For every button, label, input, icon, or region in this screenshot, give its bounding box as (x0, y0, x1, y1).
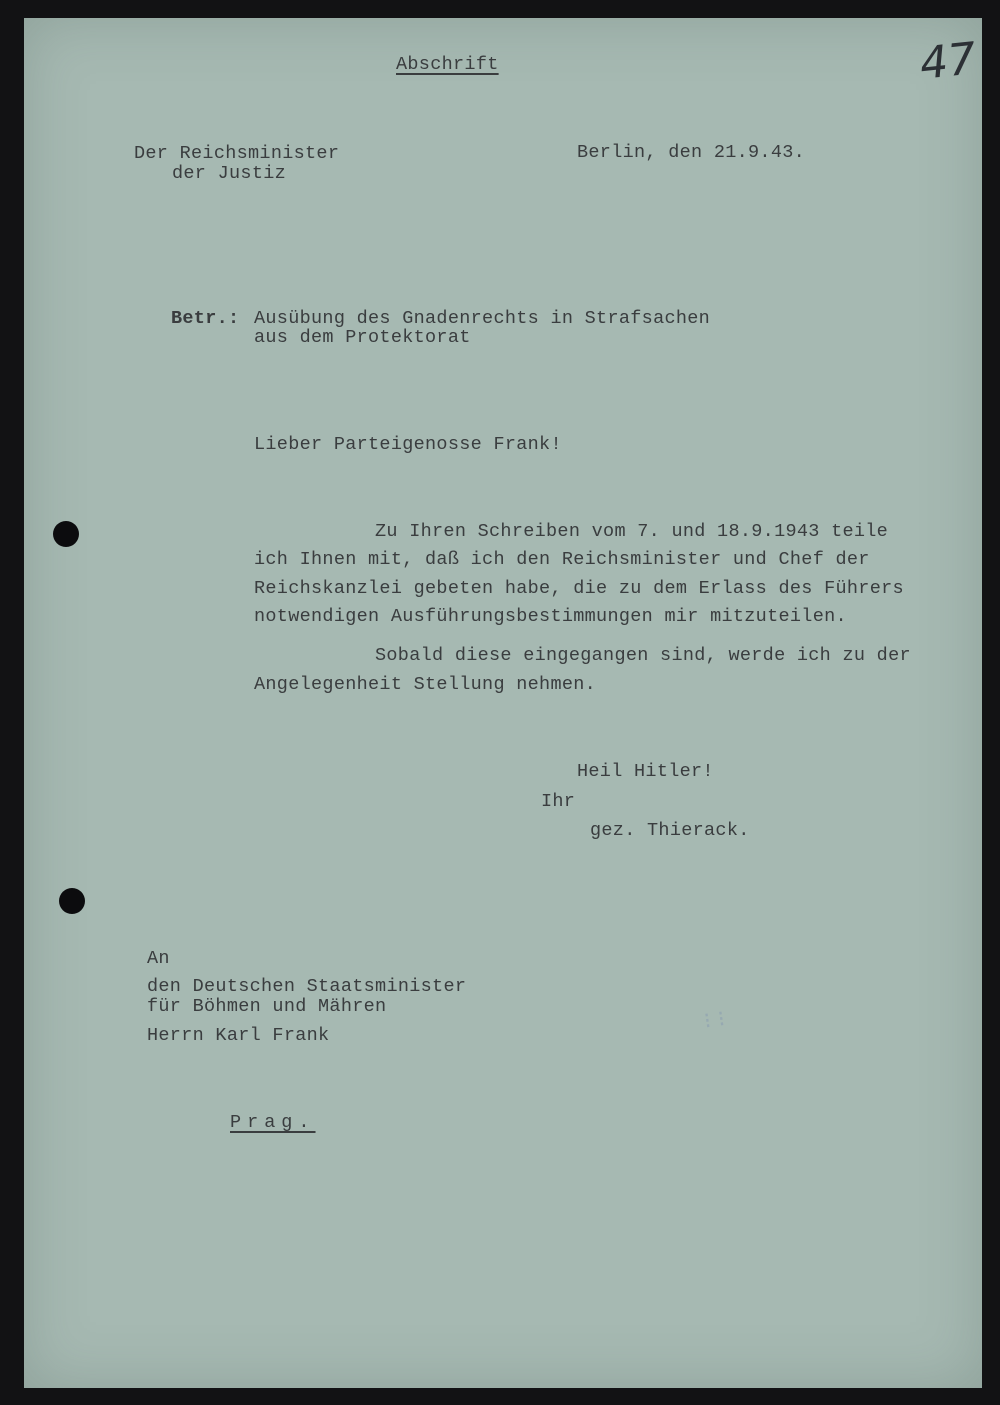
punch-hole (53, 521, 79, 547)
signature-line: gez. Thierack. (590, 820, 750, 841)
folio-number: 47 (917, 33, 979, 90)
document-page (24, 18, 982, 1388)
recipient-line-1: den Deutschen Staatsminister (147, 976, 467, 997)
recipient-city: Prag. (230, 1112, 316, 1133)
sender-line-2: der Justiz (172, 163, 287, 184)
body-line: ich Ihnen mit, daß ich den Reichsminister und Chef der (254, 549, 870, 570)
document-heading: Abschrift (396, 54, 499, 75)
salutation: Lieber Parteigenosse Frank! (254, 434, 562, 455)
body-line: Reichskanzlei gebeten habe, die zu dem Erlass des Führers (254, 578, 904, 599)
body-line: notwendigen Ausführungsbestimmungen mir mitzuteilen. (254, 606, 847, 627)
sender-line-1: Der Reichsminister (134, 143, 340, 164)
faint-stamp-mark: ⁝ ⁝ (702, 1006, 727, 1035)
subject-line-1: Ausübung des Gnadenrechts in Strafsachen (254, 308, 711, 329)
closing-greeting: Heil Hitler! (577, 761, 714, 782)
recipient-prefix: An (147, 948, 170, 969)
body-line: Angelegenheit Stellung nehmen. (254, 674, 597, 695)
recipient-line-2: für Böhmen und Mähren (147, 996, 387, 1017)
body-line: Zu Ihren Schreiben vom 7. und 18.9.1943 teile (375, 521, 889, 542)
subject-label: Betr.: (171, 308, 240, 329)
subject-line-2: aus dem Protektorat (254, 327, 471, 348)
body-line: Sobald diese eingegangen sind, werde ich zu der (375, 645, 911, 666)
punch-hole (59, 888, 85, 914)
closing-ihr: Ihr (541, 791, 576, 812)
recipient-line-3: Herrn Karl Frank (147, 1025, 330, 1046)
place-date: Berlin, den 21.9.43. (577, 142, 806, 163)
